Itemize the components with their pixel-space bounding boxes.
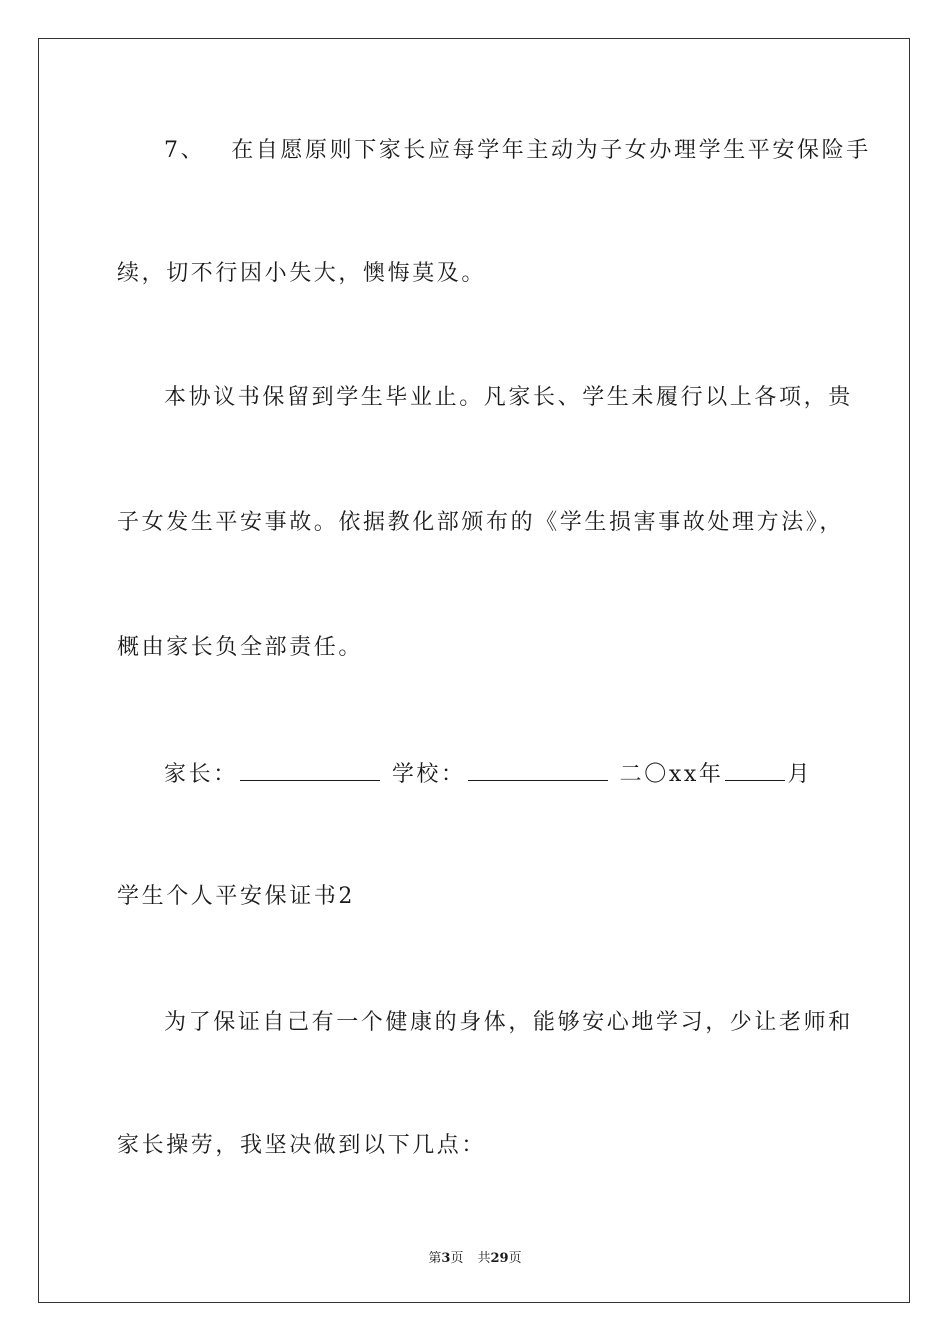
school-signature-blank bbox=[468, 758, 608, 781]
total-suffix: 页 bbox=[508, 1251, 522, 1266]
section2-intro-line2: 家长操劳，我坚决做到以下几点： bbox=[117, 1133, 487, 1158]
page-number: 3 bbox=[441, 1251, 451, 1266]
total-pages: 29 bbox=[490, 1251, 509, 1266]
section2-intro-line1: 为了保证自己有一个健康的身体，能够安心地学习，少让老师和 bbox=[164, 1010, 853, 1035]
item7-line2: 续，切不行因小失大，懊悔莫及。 bbox=[117, 261, 487, 286]
month-text: 月 bbox=[787, 762, 813, 787]
agreement-line1: 本协议书保留到学生毕业止。凡家长、学生未履行以上各项，贵 bbox=[164, 385, 853, 410]
school-label: 学校： bbox=[391, 762, 466, 787]
total-prefix: 共 bbox=[477, 1251, 491, 1266]
parent-label: 家长： bbox=[164, 762, 238, 787]
parent-signature-blank bbox=[240, 758, 380, 781]
item7-text: 在自愿原则下家长应每学年主动为子女办理学生平安保险手 bbox=[231, 138, 871, 163]
year-text: 二〇xx年 bbox=[619, 762, 724, 787]
item7-line1 bbox=[164, 136, 871, 166]
page-border bbox=[38, 38, 910, 1303]
page-suffix: 页 bbox=[450, 1251, 464, 1266]
signature-line bbox=[164, 758, 812, 790]
agreement-line2: 子女发生平安事故。依据教化部颁布的《学生损害事故处理方法》， bbox=[117, 510, 845, 535]
agreement-line3: 概由家长负全部责任。 bbox=[117, 635, 364, 660]
page-prefix: 第 bbox=[428, 1251, 442, 1266]
page-footer bbox=[0, 1247, 950, 1266]
section2-title: 学生个人平安保证书2 bbox=[117, 884, 355, 909]
item7-number: 7、 bbox=[164, 138, 206, 163]
month-blank bbox=[725, 758, 785, 781]
